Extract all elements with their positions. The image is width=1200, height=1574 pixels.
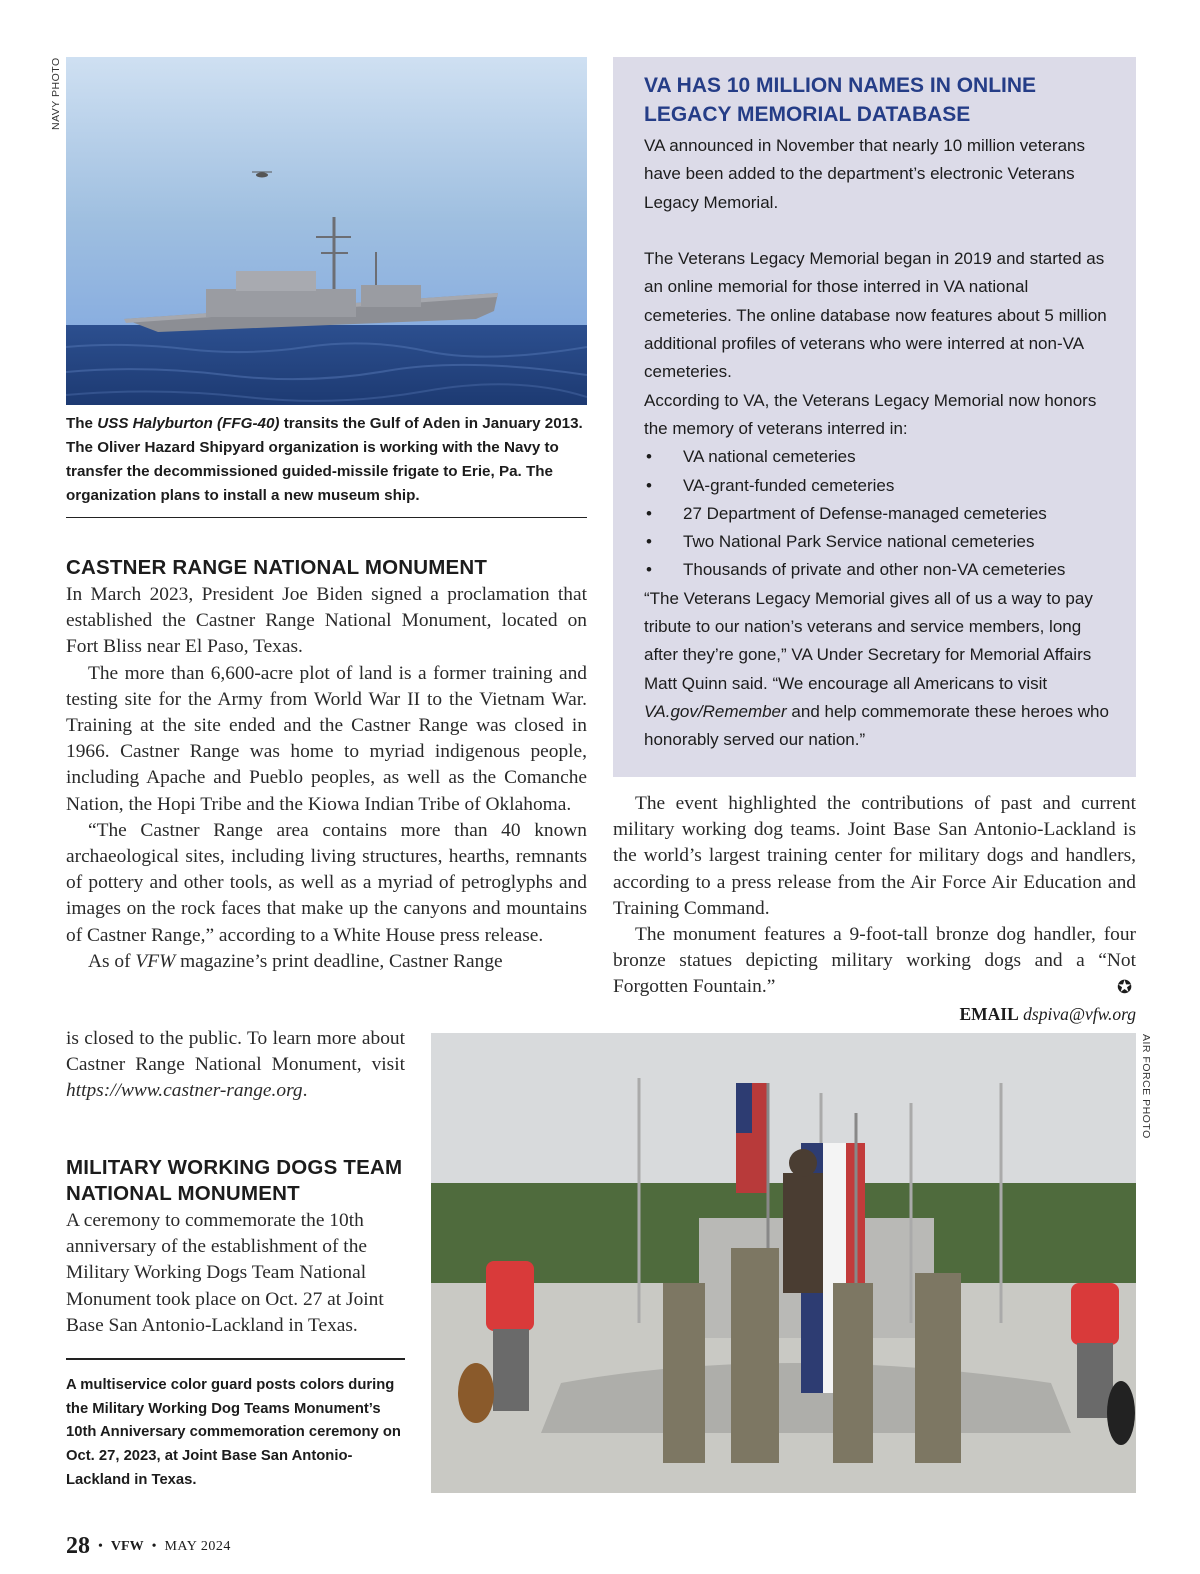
list-item: • VA national cemeteries	[646, 447, 856, 467]
color-guard-photo	[431, 1033, 1136, 1493]
castner-paragraph: As of VFW magazine’s print deadline, Castner Range	[88, 950, 503, 972]
navy-photo-credit: NAVY PHOTO	[50, 57, 62, 130]
sidebar-body	[644, 132, 1119, 755]
list-item: • Thousands of private and other non-VA cemeteries	[646, 560, 1066, 580]
email-link[interactable]: dspiva@vfw.org	[1023, 1004, 1136, 1024]
cemetery-list	[644, 443, 1119, 584]
end-of-story-icon: ✪	[1117, 977, 1133, 997]
castner-body	[66, 582, 587, 975]
ship-photo-caption: The USS Halyburton (FFG-40) transits the Gulf of Aden in January 2013. The Oliver Hazard Shipyard organization is working with the Navy to transfer the decommissioned guided-missile frigate to Erie, Pa. The organization plans to install a new museum ship.	[66, 415, 583, 504]
page-footer: 28 • VFW • MAY 2024	[66, 1533, 231, 1559]
list-item: • Two National Park Service national cemeteries	[646, 532, 1035, 552]
caption-divider	[66, 1358, 405, 1360]
sidebar-title: VA HAS 10 MILLION NAMES IN ONLINE LEGACY MEMORIAL DATABASE	[644, 74, 1037, 126]
dogs-heading: MILITARY WORKING DOGS TEAM NATIONAL MONUMENT	[66, 1156, 403, 1205]
issue-date: MAY 2024	[164, 1539, 231, 1554]
sidebar-paragraph: VA announced in November that nearly 10 million veterans have been added to the department’s electronic Veterans Legacy Memorial.	[644, 136, 1085, 212]
castner-paragraph: The more than 6,600-acre plot of land is a former training and testing site for the Army from World War II to the Vietnam War. Training at the site ended and the Castner Range was closed in 1966. Castner Range was home to myriad indigenous people, including Apache and Pueblo peoples, as well as the Comanche Nation, the Hopi Tribe and the Kiowa Indian Tribe of Oklahoma.	[66, 662, 587, 815]
air-force-photo-credit: AIR FORCE PHOTO	[1140, 1034, 1152, 1139]
sidebar-paragraph: According to VA, the Veterans Legacy Memorial now honors the memory of veterans interred in:	[644, 390, 1097, 438]
sidebar-paragraph: The Veterans Legacy Memorial began in 2019 and started as an online memorial for those interred in VA national cemeteries. The online database now features about 5 million additional profiles of veterans who were interred at non-VA cemeteries.	[644, 249, 1107, 382]
dogs-paragraph: The event highlighted the contributions of past and current military working dog teams. Joint Base San Antonio-Lackland is the world’s largest training center for military dogs and handlers, according to a press release from the Air Force Air Education and Training Command.	[613, 793, 1136, 919]
caption-divider	[66, 517, 587, 518]
magazine-name: VFW	[110, 1539, 144, 1554]
list-item: • VA-grant-funded cemeteries	[646, 475, 895, 495]
ship-photo	[66, 57, 587, 405]
list-item: • 27 Department of Defense-managed cemeteries	[646, 503, 1047, 523]
castner-paragraph-continued: is closed to the public. To learn more about Castner Range National Monument, visit https://www.castner-range.org.	[66, 1028, 405, 1102]
castner-heading: CASTNER RANGE NATIONAL MONUMENT	[66, 556, 488, 579]
dogs-photo-caption: A multiservice color guard posts colors during the Military Working Dog Teams Monument’s 10th Anniversary commemoration ceremony on Oct. 27, 2023, at Joint Base San Antonio-Lackland in Texas.	[66, 1377, 401, 1488]
sidebar-quote: “The Veterans Legacy Memorial gives all of us a way to pay tribute to our nation’s veterans and service members, long after they’re gone,” VA Under Secretary for Memorial Affairs Matt Quinn said. “We encourage all Americans to visit VA.gov/Remember and help commemorate these heroes who honorably served our nation.”	[644, 588, 1109, 750]
page-number: 28	[66, 1533, 90, 1559]
castner-paragraph: “The Castner Range area contains more than 40 known archaeological sites, including living structures, hearths, remnants of pottery and other tools, as well as a myriad of petroglyphs and images on the rock faces that make up the canyons and mountains of Castner Range,” according to a White House press release.	[66, 819, 587, 946]
va-remember-link[interactable]: VA.gov/Remember	[644, 701, 787, 721]
castner-paragraph: In March 2023, President Joe Biden signed a proclamation that established the Castner Range National Monument, located on Fort Bliss near El Paso, Texas.	[66, 584, 587, 658]
castner-link[interactable]: https://www.castner-range.org	[66, 1080, 303, 1102]
dogs-paragraph: The monument features a 9-foot-tall bronze dog handler, four bronze statues depicting military working dogs and a “Not Forgotten Fountain.”	[613, 924, 1136, 998]
dogs-paragraph: A ceremony to commemorate the 10th anniversary of the establishment of the Military Working Dogs Team National Monument took place on Oct. 27 at Joint Base San Antonio-Lackland in Texas.	[66, 1210, 384, 1336]
dogs-continued	[613, 791, 1136, 1001]
author-email: EMAIL dspiva@vfw.org	[959, 1004, 1136, 1024]
